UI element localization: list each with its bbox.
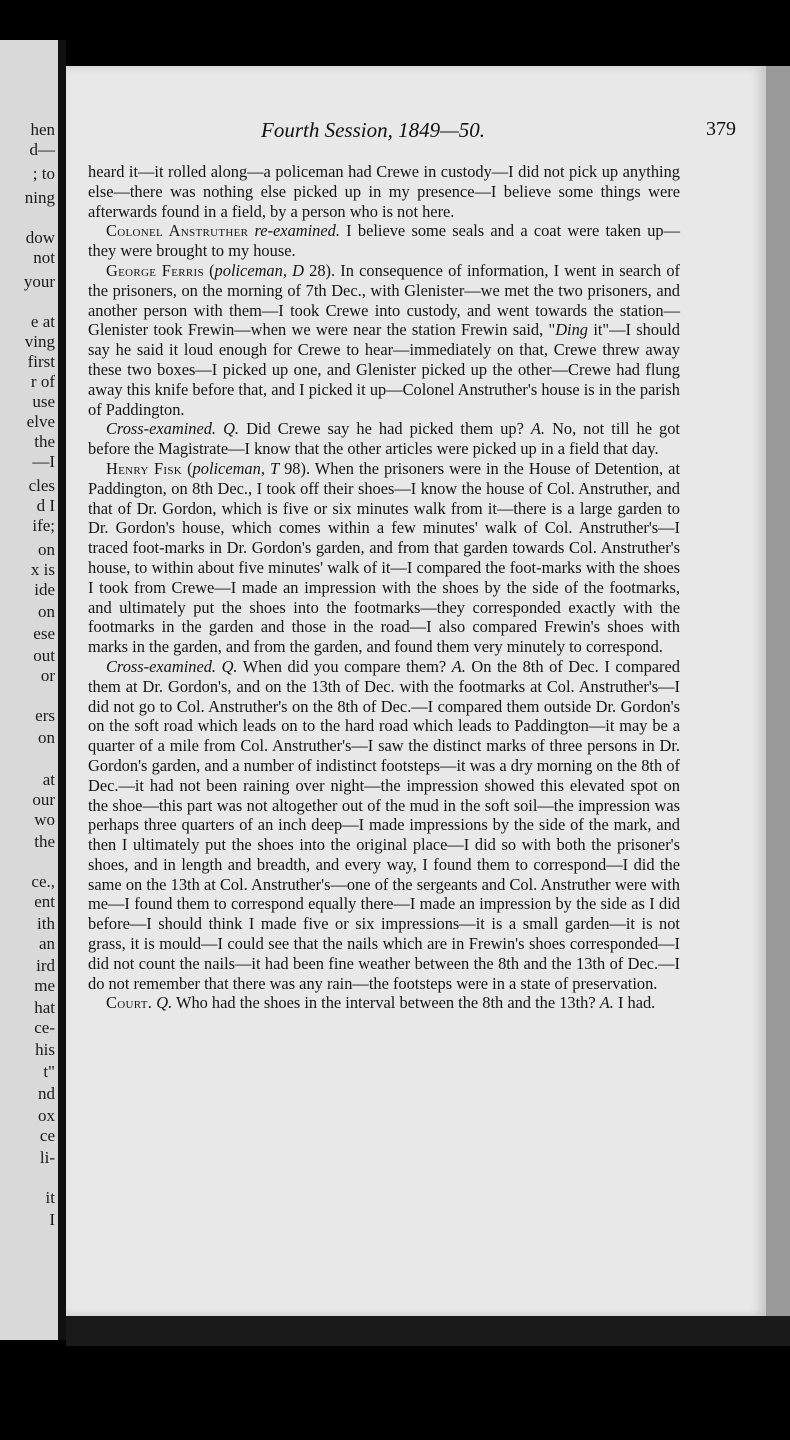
facing-page-line: ce.,	[31, 872, 55, 891]
facing-page-line: ent	[34, 892, 55, 911]
facing-page-line: li-	[39, 1148, 55, 1167]
facing-page-line: on	[38, 602, 55, 621]
text-run: it"—I should say he said it loud enough for Crewe to hear—immediately on that, Crewe threw away these two boxes—I picked up one, and Glenister picked up the other—Crewe had flung away this knife before that, and I picked it up—Colonel Anstruther's house is in the parish of Paddington.	[88, 320, 680, 419]
facing-page-line: it	[45, 1188, 55, 1207]
italic-text: Q.	[156, 993, 173, 1013]
facing-page-line: d—	[29, 140, 55, 159]
text-run: 28). In consequence of information, I went in search of the prisoners, on the morning of 7th Dec., with Glenister—we met the two prisoners, and another person with them—I took Crewe into custody, and went towards the station—Glenister took Frewin—when we were near the station Frewin said, "	[88, 260, 680, 340]
facing-page-line: the	[34, 832, 55, 851]
italic-text: re-examined.	[248, 221, 340, 241]
text-run: heard it—it rolled along—a policeman had Crewe in custody—I did not pick up anything else—there was nothing else picked up in my presence—I believe some things were afterwards found in a field, by a person who is not here.	[88, 162, 680, 221]
facing-page-line: your	[23, 272, 55, 291]
facing-page-line: ; to	[32, 164, 55, 183]
facing-page-line: me	[34, 976, 55, 995]
facing-page-line: first	[27, 352, 55, 371]
running-title: Fourth Session, 1849—50.	[261, 118, 486, 142]
italic-text: A.	[530, 419, 546, 439]
facing-page-line: r of	[30, 372, 55, 391]
italic-text: A.	[451, 656, 466, 676]
page-header	[66, 118, 766, 144]
facing-page-line: ving	[24, 332, 55, 351]
facing-page-line: I	[49, 1210, 55, 1229]
facing-page-line: d I	[36, 496, 55, 515]
paragraph	[88, 261, 680, 419]
paragraph	[88, 221, 680, 261]
facing-page-line: out	[33, 646, 55, 665]
facing-page-line: ith	[37, 914, 55, 933]
facing-page-line: hen	[30, 120, 55, 139]
italic-text: Q.	[223, 419, 240, 439]
facing-page-line: an	[38, 934, 55, 953]
facing-page-line: not	[33, 248, 55, 267]
paragraph	[88, 993, 680, 1013]
italic-text: A.	[599, 993, 614, 1013]
facing-page-line: ide	[34, 580, 55, 599]
facing-page-line: ife;	[32, 516, 55, 535]
facing-page-line: the	[34, 432, 55, 451]
facing-page-line: on	[38, 728, 55, 747]
facing-page-line: hat	[34, 998, 55, 1017]
facing-page-line: ce	[39, 1126, 55, 1145]
facing-page-line: elve	[26, 412, 55, 431]
facing-page-line: ce-	[34, 1018, 55, 1037]
facing-page-line: ning	[24, 188, 55, 207]
facing-page-line: ird	[36, 956, 55, 975]
paragraph	[88, 162, 680, 221]
speaker-name: Court.	[106, 993, 153, 1013]
book-page	[66, 66, 766, 1316]
facing-page-line: cles	[28, 476, 55, 495]
paragraph	[88, 459, 680, 657]
speaker-name: Colonel Anstruther	[106, 221, 249, 241]
binding-gutter	[58, 40, 66, 1340]
scan-border	[66, 1316, 790, 1346]
page-number: 379	[706, 118, 736, 140]
facing-page-line: at	[42, 770, 55, 789]
facing-page-line: nd	[38, 1084, 55, 1103]
facing-page-line: —I	[32, 452, 55, 471]
facing-page-line: ers	[35, 706, 55, 725]
facing-page-line: dow	[25, 228, 55, 247]
text-run: Did Crewe say he had picked them up?	[239, 419, 531, 439]
text-run: Who had the shoes in the interval between the 8th and the 13th?	[172, 993, 600, 1013]
facing-page-line: x is	[30, 560, 55, 579]
text-run: (	[182, 458, 193, 478]
text-run: (	[203, 260, 215, 280]
paragraph	[88, 419, 680, 459]
text-run: On the 8th of Dec. I compared them at Dr. Gordon's, and on the 13th of Dec. with the footmarks at Col. Anstruther's—I did not go to Col. Anstruther's on the 8th of Dec.—I compared them outside Dr. Gordon's on the soft road which leads on to the hard road which leads to Paddington—it may be a quarter of a mile from Col. Anstruther's—I saw the distinct marks of three persons in Dr. Gordon's garden, and a number of indistinct footsteps—it was a dry morning on the 8th of Dec.—it had not been raining over night—the impression showed this elevated spot on the shoe—this part was not altogether out of the mud in the soft soil—the impression was perhaps three quarters of an inch deep—I made impressions by the side of the mark, and then I ultimately put the shoes into the original place—I did so with both the prisoner's shoes, and in length and breadth, and every way, I found them to correspond—I did the same on the 13th at Col. Anstruther's—one of the sergeants and Col. Anstruther were with me—I found them to correspond equally there—I made an impression by the side as I did before—I should think I made five or six impressions—it is a small garden—it is not grass, it is mould—I could see that the nails which are in Frewin's shoes corresponded—I did not count the nails—it had been fine weather between the 8th and the 13th of Dec.—I do not remember that there was any rain—the footsteps were in a state of preservation.	[88, 656, 680, 993]
text-run: 98). When the prisoners were in the House of Detention, at Paddington, on 8th Dec., I took off their shoes—I know the house of Col. Anstruther, and that of Dr. Gordon, which is five or six minutes walk from it—there is a large garden to Dr. Gordon's house, which comes within a few minutes' walk of Col. Anstruther's—I traced foot-marks in Dr. Gordon's garden, and from that garden towards Col. Anstruther's house, to within about five minutes' walk of it—I compared the foot-marks with the shoes I took from Crewe—I made an impression with the shoes by the side of the footmarks, and ultimately put the shoes into the footmarks—they corresponded exactly with the footmarks in the garden and those in the road—I also compared Frewin's shoes with marks in the garden, and from the garden, and found them very minutely to correspond.	[88, 458, 681, 657]
paragraph	[88, 657, 680, 994]
text-run: I believe some seals and a coat were taken up—they were brought to my house.	[88, 221, 680, 261]
facing-page-line: wo	[34, 810, 55, 829]
speaker-name: George Ferris	[106, 260, 204, 280]
facing-page-line: our	[32, 790, 55, 809]
italic-text: Ding	[555, 320, 588, 340]
italic-text: Cross-examined.	[106, 419, 217, 439]
speaker-name: Henry Fisk	[106, 458, 183, 478]
facing-page-line: his	[35, 1040, 55, 1059]
facing-page-line: ese	[33, 624, 55, 643]
italic-text: policeman, T	[192, 458, 280, 478]
text-run: I had.	[613, 993, 656, 1013]
facing-page-line: on	[38, 540, 55, 559]
text-run: No, not till he got before the Magistrate—I know that the other articles were picked up in a field that day.	[88, 419, 680, 459]
facing-page-line: ox	[38, 1106, 55, 1125]
italic-text: policeman, D	[214, 260, 304, 280]
facing-page-line: e at	[30, 312, 55, 331]
italic-text: Q.	[221, 656, 238, 676]
facing-page-line: or	[40, 666, 55, 685]
italic-text: Cross-examined.	[106, 656, 217, 676]
facing-page-line: use	[32, 392, 55, 411]
facing-page-line: t"	[43, 1062, 55, 1081]
page-edge	[766, 66, 790, 1316]
text-run: When did you compare them?	[237, 656, 452, 676]
body-text	[88, 162, 680, 1013]
facing-page-fragment	[0, 40, 58, 1340]
